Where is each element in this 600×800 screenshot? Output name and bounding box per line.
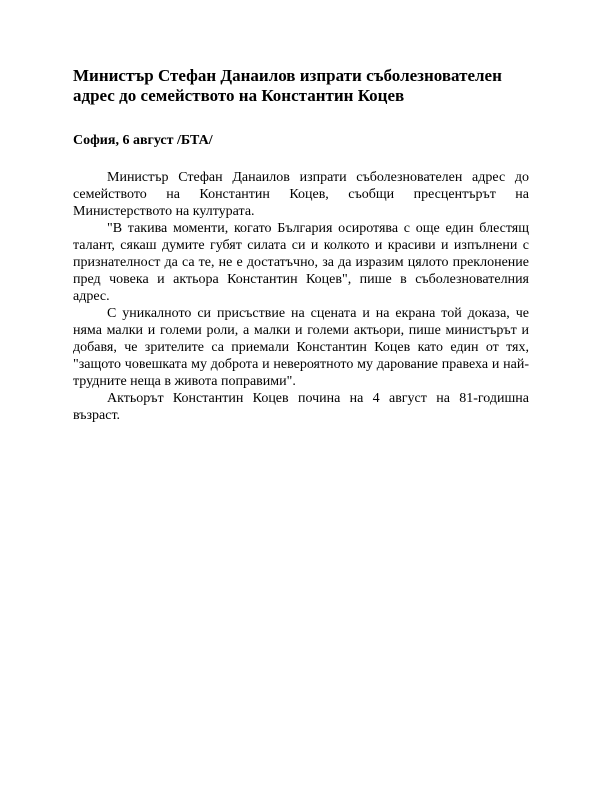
- paragraph: Министър Стефан Данаилов изпрати съболезнователен адрес до семейството на Константин Коцев, съобщи пресцентърът на Министерството на културата.: [73, 170, 529, 219]
- document-page: [73, 66, 529, 424]
- dateline: София, 6 август /БТА/: [73, 133, 213, 148]
- article-title: Министър Стефан Данаилов изпрати съболезнователен адрес до семейството на Константин Коцев: [73, 66, 502, 105]
- paragraph: "В такива моменти, когато България осиротява с още един блестящ талант, сякаш думите губят силата си и колкото и красиви и изпълнени с признателност да са те, не е достатъчно, за да изразим цялото преклонение пред човека и актьора Константин Коцев", пише в съболезнователния адрес.: [73, 221, 529, 304]
- paragraph: Актьорът Константин Коцев почина на 4 август на 81-годишна възраст.: [73, 391, 529, 423]
- paragraph: С уникалното си присъствие на сцената и на екрана той доказа, че няма малки и големи роли, а малки и големи актьори, пише министърът и добавя, че зрителите са приемали Константин Коцев като един от тях, "защото човешката му доброта и невероятното му дарование правеха и най-трудните неща в живота поправими".: [73, 306, 529, 389]
- article-body: [73, 169, 529, 424]
